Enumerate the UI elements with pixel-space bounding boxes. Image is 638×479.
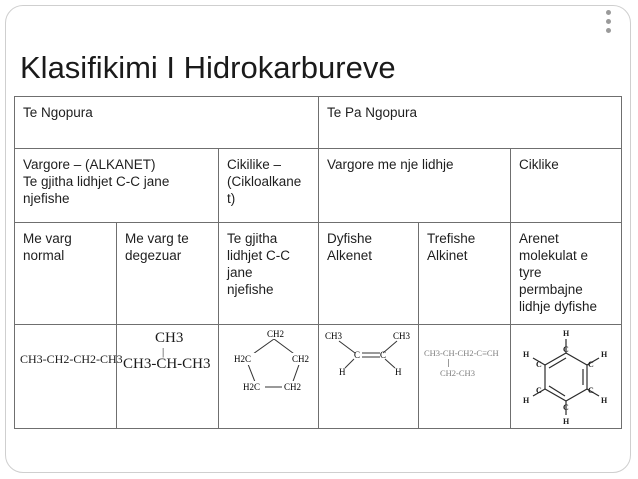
text-line: Me varg — [23, 231, 72, 246]
text-line: Alkenet — [327, 248, 373, 263]
bond — [385, 359, 395, 368]
slide-corner-dots — [606, 10, 622, 37]
text-line: lidhjet C-C — [227, 248, 291, 263]
text-line: Te gjitha lidhjet C-C jane — [23, 174, 170, 189]
isobutane-top: CH3 — [155, 330, 184, 346]
text-line: normal — [23, 248, 65, 263]
dot — [606, 19, 611, 24]
atom-label: H — [563, 329, 570, 338]
bond — [339, 341, 355, 353]
butane-formula: CH3-CH2-CH2-CH3 — [20, 352, 123, 366]
header-saturated: Te Ngopura — [23, 105, 93, 120]
text-line: molekulat e — [519, 248, 589, 263]
text-line: njefishe — [23, 191, 70, 206]
atom-label: C — [588, 386, 594, 395]
text-line: Dyfishe — [327, 231, 373, 246]
atom-label: C — [588, 360, 594, 369]
bond — [545, 353, 566, 365]
bond — [549, 358, 566, 368]
atom-label: C — [536, 386, 542, 395]
cell-cyclo-single — [223, 226, 317, 302]
atom-label: CH3 — [393, 331, 411, 341]
cell-alkynes — [423, 226, 509, 268]
text-line: tyre — [519, 265, 542, 280]
slide-title: Klasifikimi I Hidrokarbureve — [20, 50, 396, 85]
text-line: Me varg te — [125, 231, 189, 246]
text-line: t) — [227, 191, 236, 206]
atom-label: H2C — [234, 354, 252, 364]
isobutane-main: CH3-CH-CH3 — [123, 356, 211, 372]
text-line: permbajne — [519, 282, 583, 297]
atom-label: H — [339, 367, 346, 377]
text-line: (Cikloalkane — [227, 174, 302, 189]
bond — [566, 353, 587, 365]
cyclopentane-structure — [219, 325, 318, 428]
atom-label: C — [536, 360, 542, 369]
cell-arenes — [515, 226, 620, 324]
dot — [606, 10, 611, 15]
atom-label: CH2 — [267, 329, 285, 339]
text-line: Cikilike – — [227, 157, 282, 172]
alkyne-main: CH3-CH-CH2-C≡CH — [424, 348, 499, 358]
text-line: Alkinet — [427, 248, 468, 263]
text-line: Trefishe — [427, 231, 476, 246]
col-divider — [116, 222, 117, 429]
atom-label: H — [523, 350, 530, 359]
atom-label: H — [563, 417, 570, 426]
text-line: Arenet — [519, 231, 559, 246]
alkyne-branch-bond — [448, 359, 449, 367]
atom-label: H2C — [243, 382, 261, 392]
cell-chain-one-bond: Vargore me nje lidhje — [327, 157, 454, 172]
alkyne-branch: CH2-CH3 — [440, 368, 475, 378]
isobutane-bar: | — [162, 346, 165, 358]
atom-label: CH2 — [292, 354, 310, 364]
benzene-structure — [511, 325, 621, 428]
atom-label: C — [563, 345, 569, 354]
text-line: degezuar — [125, 248, 182, 263]
alkene-structure — [319, 325, 418, 428]
cell-cycloalkanes — [223, 152, 318, 211]
atom-label: C — [380, 350, 387, 360]
cell-alkenes — [323, 226, 417, 268]
bond — [549, 386, 565, 396]
atom-label: H — [395, 367, 402, 377]
bond — [345, 359, 354, 368]
table-border-right — [621, 96, 622, 429]
text-line: Te gjitha — [227, 231, 278, 246]
text-line: lidhje dyfishe — [519, 299, 598, 314]
cell-branched-chain — [121, 226, 217, 268]
text-line: jane — [227, 265, 253, 280]
atom-label: C — [354, 350, 361, 360]
cell-cyclic: Ciklike — [519, 157, 559, 172]
cell-alkanes — [19, 152, 219, 211]
bond — [566, 389, 587, 401]
atom-label: H — [601, 396, 608, 405]
header-unsaturated: Te Pa Ngopura — [327, 105, 418, 120]
cell-normal-chain — [19, 226, 115, 268]
atom-label: CH2 — [284, 382, 302, 392]
col-divider — [418, 222, 419, 429]
atom-label: C — [563, 403, 569, 412]
dot — [606, 28, 611, 33]
atom-label: H — [523, 396, 530, 405]
atom-label: CH3 — [325, 331, 343, 341]
atom-label: H — [601, 350, 608, 359]
text-line: Vargore – (ALKANET) — [23, 157, 156, 172]
text-line: njefishe — [227, 282, 274, 297]
table-border-left — [14, 96, 15, 429]
